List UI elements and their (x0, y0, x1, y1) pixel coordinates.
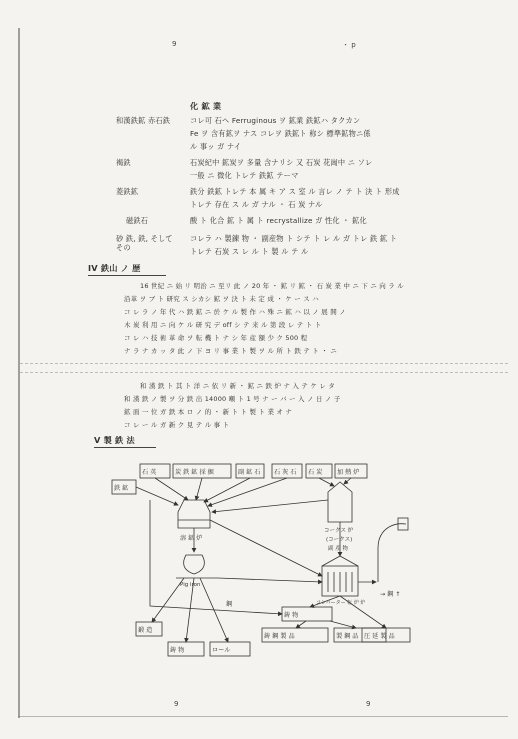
diagram-label-bottom-3: 製 鋼 品 (336, 633, 359, 640)
diagram-label-top-6: 加 熱 炉 (337, 469, 360, 476)
entry-text-4: 酸 ト 化合 鉱 ト 属 ト recrystallize ガ 性化 ・ 鉱化 (190, 216, 367, 225)
section-iv-lower-line-2: 和 漢 鉄 ノ 製 ヲ 分 鉄 出 14000 噸 ト 1 号 ナ ー バ ー 入 ノ 日 ノ 子 (124, 395, 341, 403)
page-mark-bottom-right: 9 (366, 700, 371, 708)
entry-text-3-cont-1: トレテ 存在 ス ル ガ ナル ・ 石 炭 ナル (190, 200, 323, 209)
section-iv-line-2: 沿革 ヲ ブ ト 研究 ス シカシ 鉱 ヲ 決 ト 未 定 成 ・ ケ ー ス ハ (124, 295, 319, 303)
diagram-label-left: 鉄 鉱 (114, 485, 129, 492)
section-iv-line-1: 16 世紀 ニ 始 リ 明治 ニ 至リ 此 ノ 20 年 ・ 鉱 リ 鉱 ・ 石 炭 業 中 ニ 下 ニ 向 ラ ル (140, 282, 404, 290)
entry-label-2: 褐鉄 (116, 158, 131, 167)
diagram-label-converter: コンバーター 転 炉 炉 (316, 600, 366, 606)
section-iv-line-5: コ レ ハ 技 術 革 命 ヲ 転 機 ト ナ シ 年 産 額 少 ク 500 程 (124, 334, 308, 342)
entry-text-2-cont-1: 一般 ニ 微化 トレテ 鉄鉱 テーマ (190, 171, 299, 180)
diagram-label-bottom-2: 鋳 鋼 製 品 (264, 633, 295, 640)
diagram-label-bottom-left-3: 鍛 造 (138, 627, 153, 634)
section-iv-lower-line-4: コ レ ー ル ガ 新 ク 見 テ ル 事 ト (124, 421, 230, 429)
entry-label-5: 砂 鉄, 鉄, そしてその (116, 234, 173, 252)
diagram-label-top-5: 石 炭 (308, 469, 323, 476)
section-iv-lower-line-3: 鉱 面 一 位 ガ 鉄 本 ロ ノ 的 ・ 新 ト ト 製 ト 業 オ ナ (124, 408, 293, 416)
diagram-label-coke-oven: コークス 炉 (324, 528, 354, 534)
entry-text-3: 鉄分 鉄鉱 トレテ 本 属 キ ア ス 室 ル 言レ ノ テ ト 決 ト 形成 (190, 187, 400, 196)
section-iv-lower-line-1: 和 漢 鉄 ト 其 ト 洋 ニ 依 リ 新 ・ 鉱 ニ 鉄 炉 ナ 入 テ ケ レ タ (140, 382, 335, 390)
section-v-heading: V 製 鉄 法 (94, 435, 135, 445)
section-intro-title: 化 鉱 業 (190, 101, 222, 111)
pig-iron-shape (184, 555, 205, 574)
diagram-label-top-3: 副 鉱 石 (238, 469, 261, 476)
entry-text-1: コレ可 石ヘ Ferruginous ヲ 鉱業 鉄鉱ハ タクカン (190, 116, 361, 125)
diagram-label-pig-iron: Pig iron (180, 582, 201, 588)
diagram-label-top-4: 石 灰 石 (274, 469, 297, 476)
entry-text-1-cont-1: Fe ヲ 含有鉱ヲ ナス コレヲ 鉄鉱ト 称シ 標準鉱物ニ係 (190, 129, 371, 138)
diagram-label-bottom-4: 圧 延 製 品 (364, 633, 395, 640)
page-mark-bottom-left: 9 (174, 700, 179, 708)
section-iv-heading: IV 鉄山 ノ 歴 (88, 263, 141, 273)
diagram-label-coke: (コークス) (326, 537, 353, 543)
blast-furnace-shape (178, 500, 210, 528)
page-mark-top-right: ・ p (342, 41, 356, 49)
diagram-label-top-1: 石 英 (142, 469, 157, 476)
entry-label-3: 菱鉄鉱 (116, 187, 139, 196)
page-mark-top-left: 9 (172, 40, 177, 48)
section-iv-line-3: コ レ ラ ノ 年 代 ハ 鉄 鉱 ニ 於 ケ ル 製 作 ハ 殊 ニ 鉱 ハ 以 ノ 展 開 ノ (124, 308, 346, 316)
diagram-label-byproduct: 副 産 物 (328, 546, 348, 552)
diagram-label-blast-furnace: 溶 鉱 炉 (180, 535, 203, 542)
entry-label-4: 磁鉄石 (126, 216, 149, 225)
diagram-label-bottom-left-1: 鋳 物 (170, 647, 185, 654)
entry-text-5-cont-1: トレテ 石炭 ス レ ル ト 製 ル テ ル (190, 247, 309, 256)
diagram-label-steel: → 鋼 ↑ (380, 591, 401, 598)
diagram-label-bottom-left-2: ロール (212, 647, 231, 654)
entry-text-2: 石炭紀中 鉱炭ヲ 多量 含ナリシ 又 石炭 花崗中 ニ ソレ (190, 158, 373, 167)
section-iv-line-4: 木 炭 利 用 ニ 向 ケ ル 研 究 デ off シ テ 来 ル 第 段 レ テ ト ト (124, 321, 322, 329)
section-iv-line-6: ナ ラ ナ カ ッ タ 此 ノ 下 ヨ リ 事 業 ト 製 ヲ ル 所 ト 鉄 テ ト ・ ニ (124, 347, 337, 355)
entry-text-1-cont-2: ル 事ッ ガ ナイ (190, 142, 242, 151)
diagram-label-steel-mid: 鋼 (226, 601, 233, 608)
entry-text-5: コレラ ハ 製錬 物 ・ 副産物 ト シテ ト レ ル ガ トレ 鉄 鉱 ト (190, 234, 398, 243)
entry-label-1: 和漢鉄鉱 赤石鉄 (116, 116, 171, 125)
diagram-label-top-2: 炭 鉄 鉱 採 掘 (175, 469, 214, 476)
coke-oven-shape (328, 482, 352, 522)
chimney-pipe (378, 524, 406, 582)
diagram-label-bottom-1: 鋳 物 (284, 612, 299, 619)
